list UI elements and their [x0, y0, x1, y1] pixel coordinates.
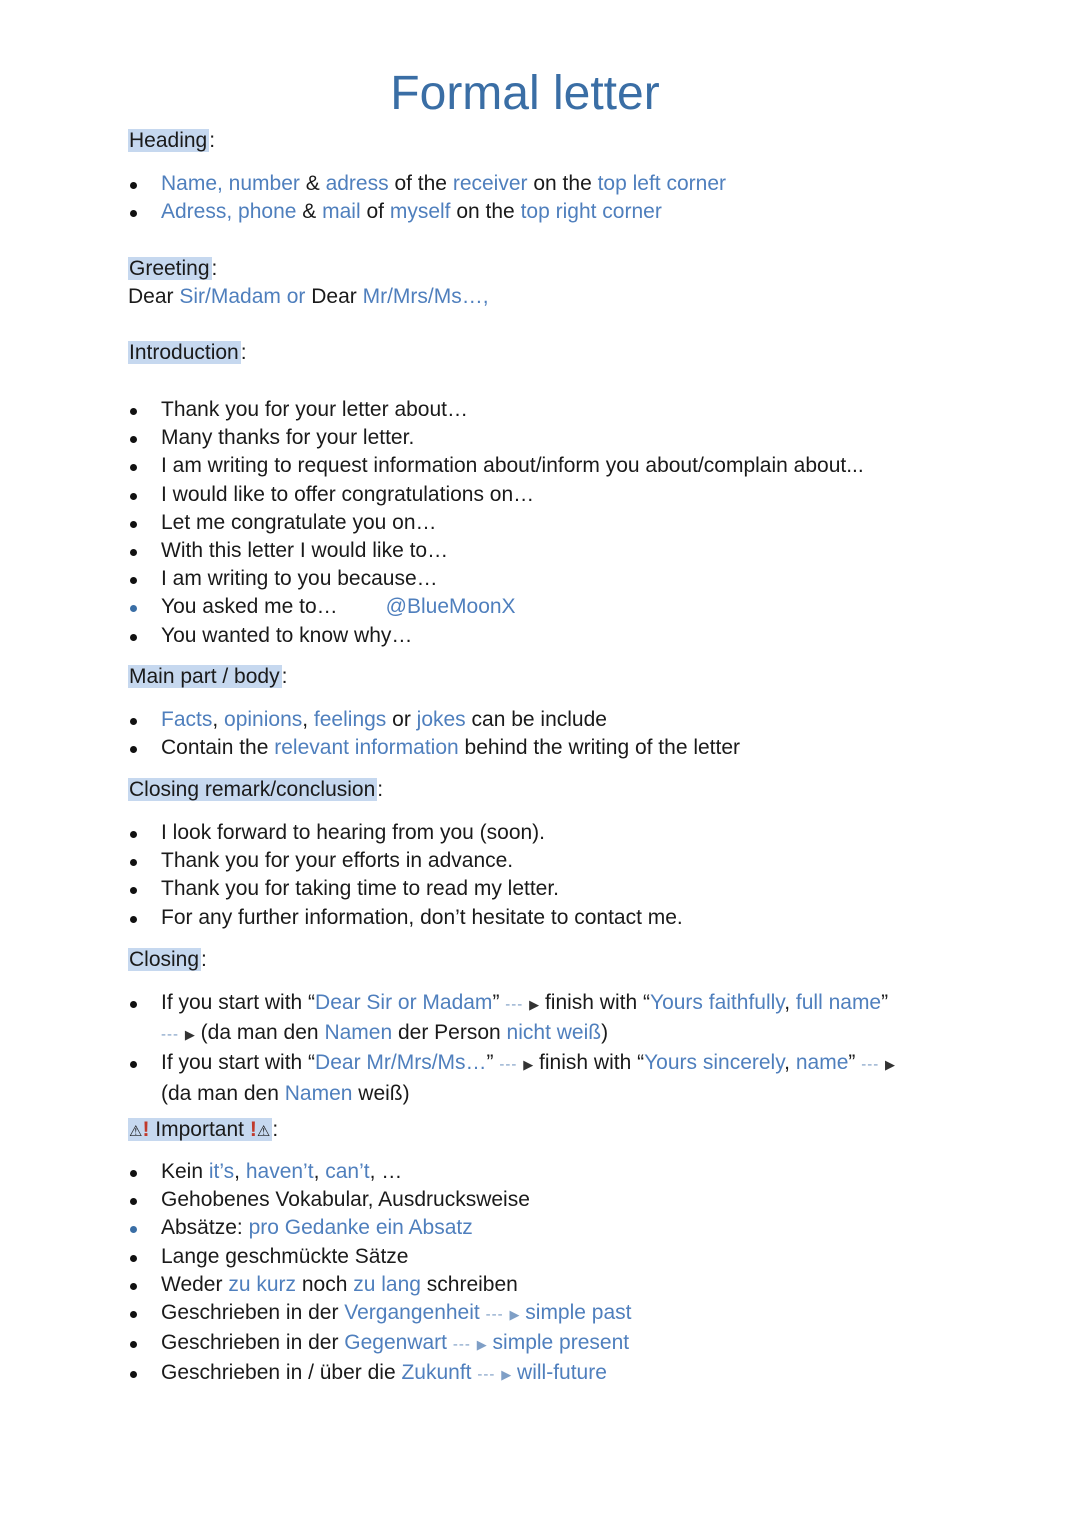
triangle-icon: ▶	[476, 1337, 487, 1353]
heading-list	[128, 170, 726, 226]
list-item: Kein it’s, haven’t, can’t, …	[128, 1158, 631, 1186]
triangle-icon: ▶	[184, 1027, 195, 1043]
arrow-icon: ---	[485, 1306, 504, 1324]
list-item: Adress, phone & mail of myself on the top right corner	[128, 198, 726, 226]
main-list	[128, 706, 740, 762]
arrow-icon: ---	[861, 1056, 880, 1074]
list-item: Geschrieben in der Vergangenheit --- ▶ simple past	[128, 1299, 631, 1329]
arrow-icon: ---	[499, 1056, 518, 1074]
section-greeting-label: Greeting:	[129, 257, 218, 280]
section-closing-label: Closing:	[129, 948, 207, 971]
list-item: I am writing to you because…	[128, 565, 864, 593]
section-introduction-label: Introduction:	[129, 341, 247, 364]
list-item: Contain the relevant information behind the writing of the letter	[128, 734, 740, 762]
triangle-icon: ▶	[523, 1057, 534, 1073]
section-main-label: Main part / body:	[129, 665, 288, 688]
list-item: I would like to offer congratulations on…	[128, 481, 864, 509]
introduction-list	[128, 396, 864, 650]
list-item: Name, number & adress of the receiver on the top left corner	[128, 170, 726, 198]
list-item: Thank you for your efforts in advance.	[128, 847, 683, 875]
important-list	[128, 1158, 631, 1390]
list-item: Geschrieben in / über die Zukunft --- ▶ will-future	[128, 1359, 631, 1389]
arrow-icon: ---	[505, 996, 524, 1013]
list-item: Thank you for taking time to read my letter.	[128, 875, 683, 903]
warning-icon: ⚠	[129, 1123, 143, 1140]
list-item: Many thanks for your letter.	[128, 424, 864, 452]
list-item: If you start with “Dear Mr/Mrs/Ms…” --- ▶ finish with “Yours sincerely, name” --- ▶ (da man den Namen weiß)	[128, 1049, 961, 1107]
list-item: For any further information, don’t hesitate to contact me.	[128, 904, 683, 932]
triangle-icon: ▶	[529, 997, 540, 1012]
list-item: You asked me to… @BlueMoonX	[128, 593, 864, 621]
list-item: Let me congratulate you on…	[128, 509, 864, 537]
triangle-icon: ▶	[509, 1307, 520, 1323]
section-heading-label: Heading:	[129, 129, 216, 152]
author-handle: @BlueMoonX	[385, 595, 516, 619]
list-item: Thank you for your letter about…	[128, 396, 864, 424]
list-item: I look forward to hearing from you (soon).	[128, 819, 683, 847]
list-item: Geschrieben in der Gegenwart --- ▶ simple present	[128, 1329, 631, 1359]
list-item: Lange geschmückte Sätze	[128, 1243, 631, 1271]
list-item: Facts, opinions, feelings or jokes can be include	[128, 706, 740, 734]
triangle-icon: ▶	[501, 1367, 512, 1383]
list-item: With this letter I would like to…	[128, 537, 864, 565]
greeting-text: Dear Sir/Madam or Dear Mr/Mrs/Ms…,	[128, 285, 489, 308]
arrow-icon: ---	[452, 1336, 471, 1354]
closing-list	[128, 989, 961, 1108]
arrow-icon: ---	[477, 1366, 496, 1384]
section-important-label: ⚠! Important !⚠:	[129, 1118, 279, 1141]
closing-remark-list	[128, 819, 683, 932]
page-title: Formal letter	[390, 67, 660, 120]
list-item: Gehobenes Vokabular, Ausdrucksweise	[128, 1186, 631, 1214]
section-closing-remark-label: Closing remark/conclusion:	[129, 778, 384, 801]
list-item: You wanted to know why…	[128, 622, 864, 650]
list-item: Weder zu kurz noch zu lang schreiben	[128, 1271, 631, 1299]
list-item: If you start with “Dear Sir or Madam” --- ▶ finish with “Yours faithfully, full name” --- ▶ (da man den Namen der Person nicht weiß)	[128, 989, 961, 1049]
warning-icon: ⚠	[256, 1123, 271, 1140]
list-item: I am writing to request information about/inform you about/complain about...	[128, 452, 864, 480]
arrow-icon: ---	[161, 1026, 179, 1044]
triangle-icon: ▶	[885, 1057, 896, 1073]
list-item: Absätze: pro Gedanke ein Absatz	[128, 1214, 631, 1242]
